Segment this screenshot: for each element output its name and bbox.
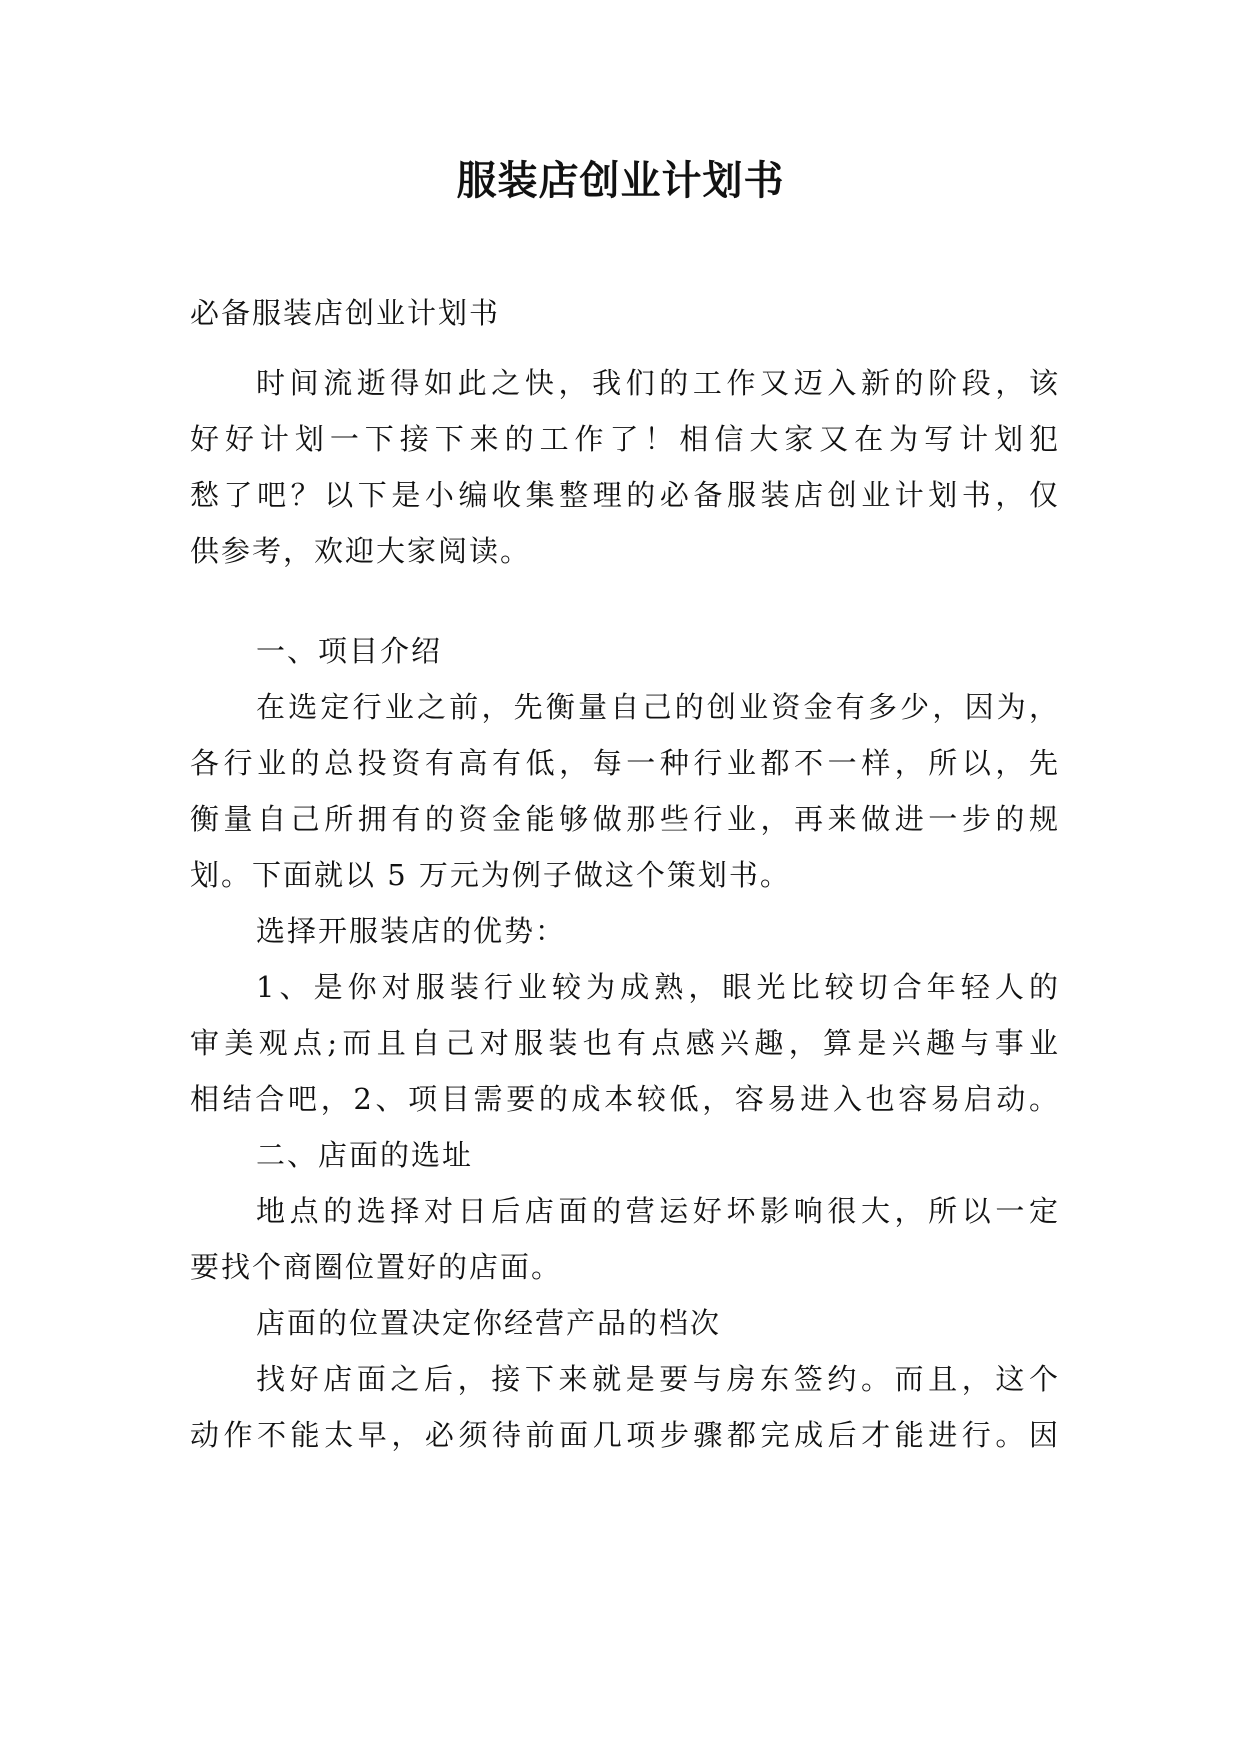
paragraph-line: 审美观点;而且自己对服装也有点感兴趣，算是兴趣与事业 (190, 1026, 1060, 1060)
paragraph-line: 好好计划一下接下来的工作了！相信大家又在为写计划犯 (190, 422, 1060, 456)
document-subtitle: 必备服装店创业计划书 (190, 296, 501, 330)
paragraph-line: 衡量自己所拥有的资金能够做那些行业，再来做进一步的规 (190, 802, 1060, 836)
paragraph-line: 选择开服装店的优势： (256, 914, 567, 948)
section-heading: 二、店面的选址 (256, 1138, 474, 1172)
paragraph-line: 供参考，欢迎大家阅读。 (190, 534, 532, 568)
paragraph-line: 动作不能太早，必须待前面几项步骤都完成后才能进行。因 (190, 1418, 1060, 1452)
paragraph-line: 1、是你对服装行业较为成熟，眼光比较切合年轻人的 (256, 970, 1060, 1004)
section-heading: 一、项目介绍 (256, 634, 443, 668)
paragraph-line: 愁了吧？以下是小编收集整理的必备服装店创业计划书，仅 (190, 478, 1060, 512)
paragraph-line: 在选定行业之前，先衡量自己的创业资金有多少，因为， (256, 690, 1060, 724)
paragraph-line: 店面的位置决定你经营产品的档次 (256, 1306, 722, 1340)
paragraph-line: 时间流逝得如此之快，我们的工作又迈入新的阶段，该 (256, 366, 1060, 400)
paragraph-line: 找好店面之后，接下来就是要与房东签约。而且，这个 (256, 1362, 1060, 1396)
paragraph-line: 各行业的总投资有高有低，每一种行业都不一样，所以，先 (190, 746, 1060, 780)
document-title: 服装店创业计划书 (456, 157, 785, 204)
paragraph-line: 地点的选择对日后店面的营运好坏影响很大，所以一定 (256, 1194, 1060, 1228)
paragraph-line: 划。下面就以 5 万元为例子做这个策划书。 (190, 858, 791, 892)
paragraph-line: 相结合吧，2、项目需要的成本较低，容易进入也容易启动。 (190, 1082, 1060, 1116)
paragraph-line: 要找个商圈位置好的店面。 (190, 1250, 563, 1284)
